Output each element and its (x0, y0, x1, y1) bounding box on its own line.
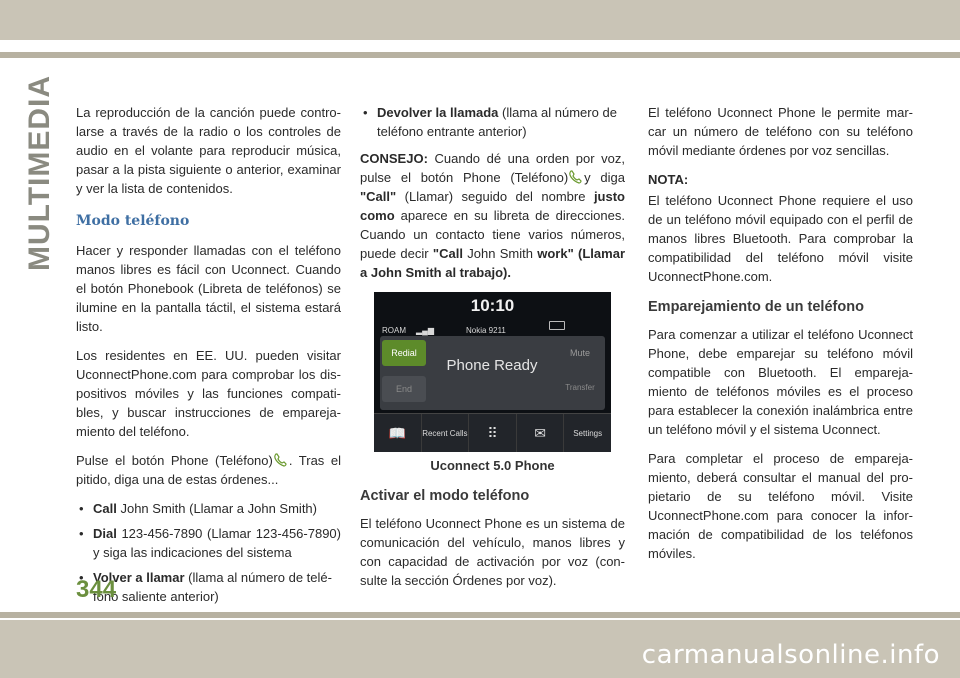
phonebook-dock-item (374, 414, 422, 452)
paragraph-pairing: Para comenzar a utilizar el teléfono Uconnect Phone, debe emparejar su teléfono móvil compatible con Bluetooth. El empareja-miento de teléfonos móviles es el proceso para establecer la conexión inalámbrica entre un teléfono móvil y el sistema Uconnect. (648, 327, 913, 437)
phone-icon (273, 453, 289, 467)
tip-text: y diga (584, 170, 625, 185)
section-side-label (20, 74, 60, 271)
column-3 (648, 103, 913, 573)
tip-text: (Llamar) seguido del nombre (404, 189, 586, 204)
tip-text: aparece en su libreta de direcciones. Cuando un contacto tiene varios números, puede decir (360, 208, 625, 261)
heading-pairing: Emparejamiento de un teléfono (648, 299, 864, 315)
battery-icon (549, 321, 565, 330)
paragraph-note: El teléfono Uconnect Phone requiere el uso de un teléfono móvil equipado con el perfil de manos libres Bluetooth. Para comprobar la compatibilidad del teléfono móvil visite UconnectPhone.com. (648, 193, 913, 284)
messages-icon: ✉ (534, 424, 546, 441)
paragraph-dial-by-voice: El teléfono Uconnect Phone le permite mar-car un número de teléfono con su teléfono móvil mediante órdenes por voz sencillas. (648, 105, 913, 158)
phone-icon (568, 170, 584, 184)
signal-icon: ▂▄▆ (416, 326, 434, 335)
section-side-label-text: MULTIMEDIA (23, 74, 56, 271)
paragraph-press-phone (76, 451, 341, 489)
tip-text: Cuando dé una orden por voz, pulse el botón Phone (Teléfono) (360, 151, 625, 185)
roam-indicator: ROAM (382, 326, 406, 335)
press-phone-text-a: Pulse el botón Phone (Teléfono) (76, 453, 273, 468)
list-item (360, 103, 625, 141)
column-1 (76, 103, 341, 614)
column-2 (360, 103, 625, 600)
redial-button: Redial (382, 340, 426, 366)
screen-clock: 10:10 (470, 296, 515, 315)
tip-command: "Call (432, 246, 463, 261)
paragraph-us-residents: Los residentes en EE. UU. pueden visitar UconnectPhone.com para comprobar los dis-positivos móviles y las funciones compati-bles, y buscar instrucciones de empareja-miento del teléfono. (76, 348, 341, 439)
watermark-text: carmanualsonline.info (641, 640, 940, 670)
end-button: End (382, 376, 426, 402)
tip-command: "Call" (360, 189, 397, 204)
paragraph-pairing-manual: Para completar el proceso de empareja-miento, deberá consultar el manual del pro-pietario de su teléfono móvil. Visite UconnectPhone.com para conocer la infor-mación de compatibilidad de los teléfonos móviles. (648, 451, 913, 561)
keypad-dock-item (469, 414, 517, 452)
heading-phone-mode: Modo teléfono (76, 213, 190, 229)
paragraph-playback: La reproducción de la canción puede contro-larse a través de la radio o los controles de audio en el volante para reproducir música, pasar a la pista siguiente o anterior, examinar y ver la lista de contenidos. (76, 105, 341, 196)
carrier-name: Nokia 9211 (466, 326, 506, 335)
note-label: NOTA: (648, 172, 689, 187)
paragraph-handsfree: Hacer y responder llamadas con el teléfono manos libres es fácil con Uconnect. Cuando el botón Phonebook (Libreta de teléfonos) se ilumine en la pantalla táctil, el sistema estará listo. (76, 243, 341, 334)
heading-activate-phone: Activar el modo teléfono (360, 488, 530, 504)
command-text: 123-456-7890 (Llamar 123-456-7890) y siga las indicaciones del sistema (93, 526, 341, 560)
command-name: Call (93, 501, 117, 516)
tip-command: work" (Llamar a John Smith al trabajo). (360, 246, 625, 280)
phonebook-icon: 📖 (388, 424, 407, 441)
press-phone-text-b: . Tras el pitido, diga una de estas órdenes... (76, 453, 341, 487)
header-band (0, 0, 960, 40)
keypad-icon: ⠿ (487, 424, 498, 441)
settings-label: Settings (573, 428, 603, 438)
messages-dock-item (517, 414, 565, 452)
screen-status-bar (380, 318, 605, 334)
command-text: (llama al número de telé-fono saliente anterior) (93, 570, 332, 604)
command-text: (llama al número de teléfono entrante anterior) (377, 105, 617, 139)
footer-rule (0, 612, 960, 618)
transfer-button: Transfer (565, 382, 595, 392)
paragraph-tip (360, 149, 625, 282)
command-name: Devolver la llamada (377, 105, 499, 120)
command-text: John Smith (Llamar a John Smith) (120, 501, 317, 516)
tip-emphasis: justo como (360, 189, 625, 223)
phone-screen-screenshot (374, 292, 611, 452)
recent-calls-dock-item (422, 414, 470, 452)
figure-caption: Uconnect 5.0 Phone (430, 458, 555, 473)
voice-command-list-cont (360, 103, 625, 141)
phone-ready-status: Phone Ready (446, 357, 538, 374)
list-item (76, 499, 341, 518)
mute-button: Mute (569, 347, 590, 358)
settings-dock-item (564, 414, 611, 452)
recent-calls-label: Recent Calls (422, 428, 468, 438)
tip-text: John Smith (467, 246, 533, 261)
page-number: 344 (76, 576, 117, 603)
list-item (76, 524, 341, 562)
screen-dock (374, 413, 611, 452)
command-name: Volver a llamar (93, 570, 185, 585)
header-rule (0, 52, 960, 58)
paragraph-uconnect-system: El teléfono Uconnect Phone es un sistema de comunicación del vehículo, manos libres y con capacidad de activación por voz (con-sulte la sección Órdenes por voz). (360, 516, 625, 588)
tip-label: CONSEJO: (360, 151, 428, 166)
command-name: Dial (93, 526, 117, 541)
